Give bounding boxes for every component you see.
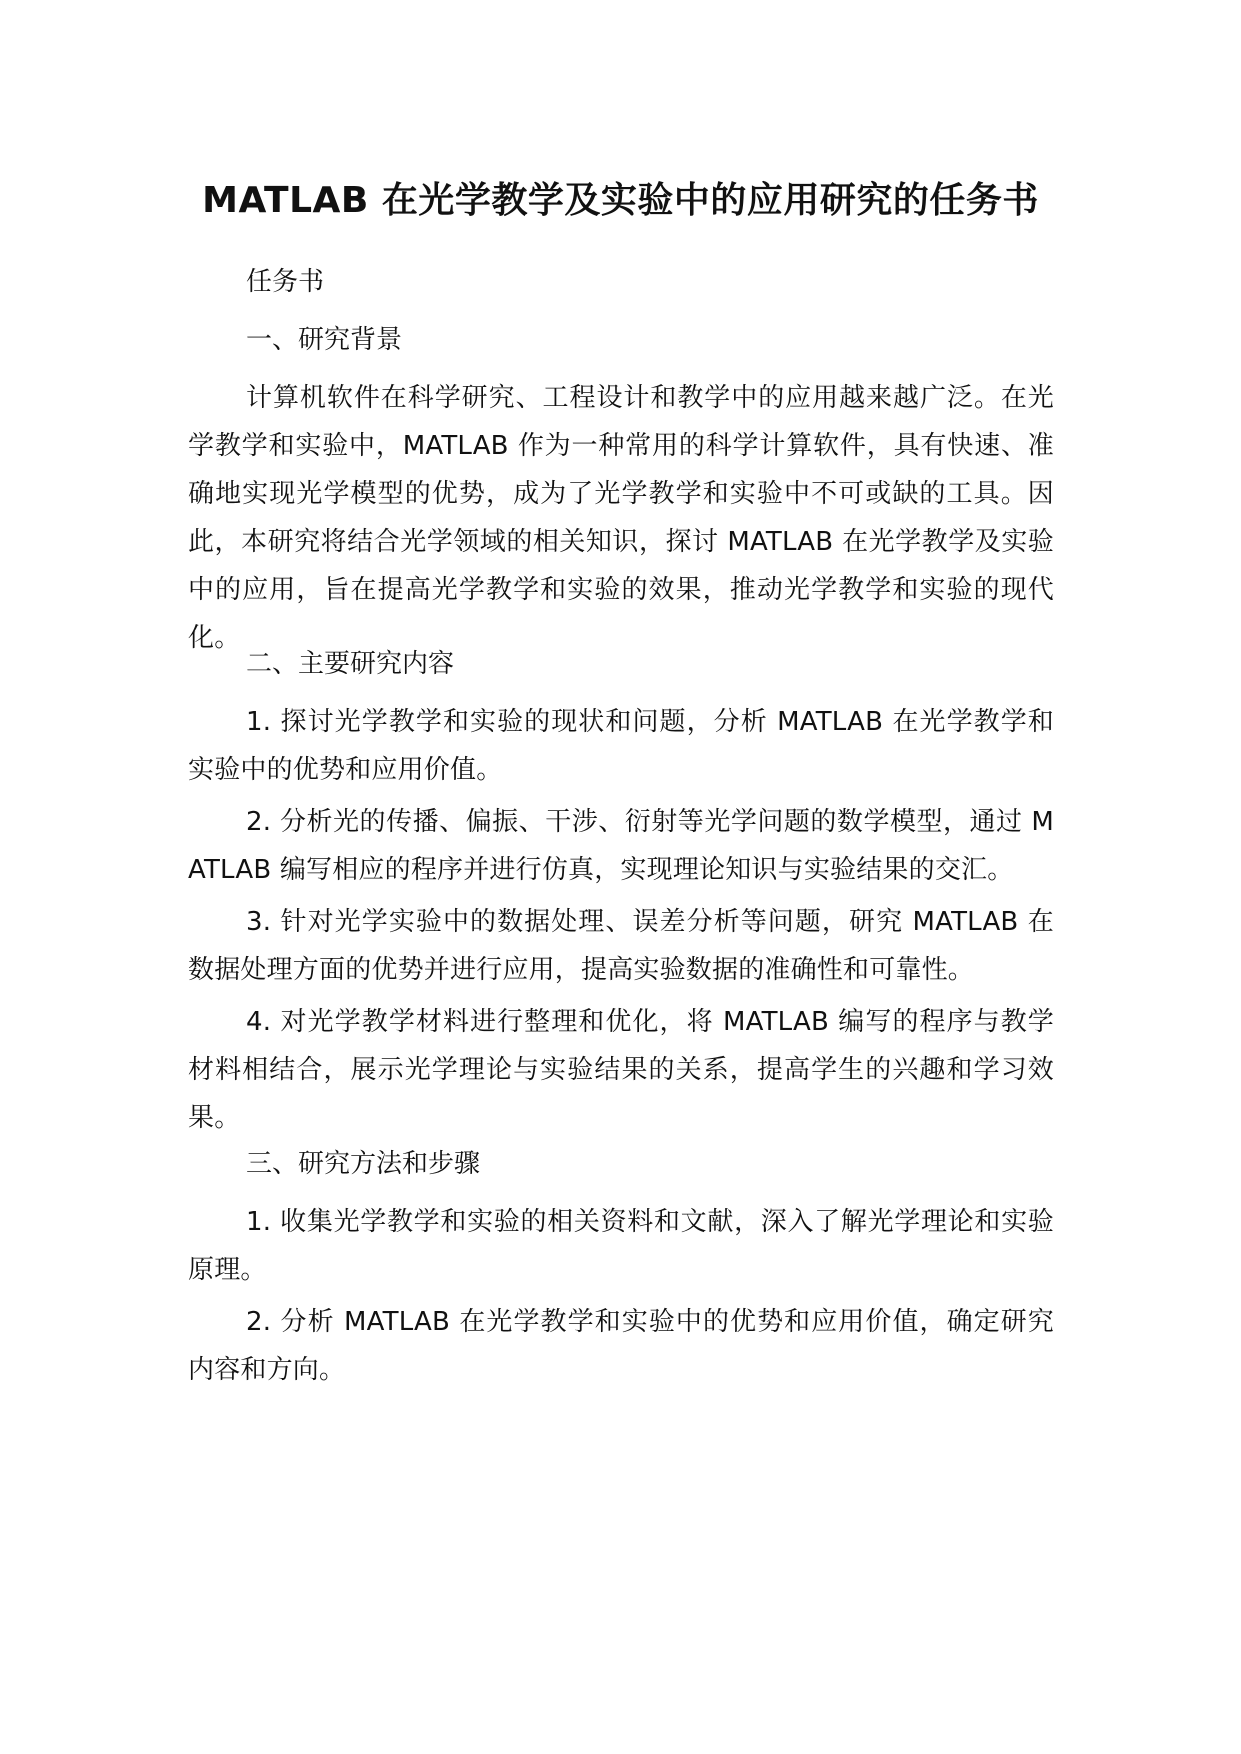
section-heading-methods: 三、研究方法和步骤 (246, 1149, 481, 1179)
background-paragraph: 计算机软件在科学研究、工程设计和教学中的应用越来越广泛。在光学教学和实验中，MATLAB 作为一种常用的科学计算软件，具有快速、准确地实现光学模型的优势，成为了光学教学和实验中不可或缺的工具。因此，本研究将结合光学领域的相关知识，探讨 MATLAB 在光学教学及实验中的应用，旨在提高光学教学和实验的效果，推动光学教学和实验的现代化。 (188, 383, 1054, 653)
document-label: 任务书 (246, 267, 325, 297)
section-heading-background: 一、研究背景 (246, 325, 403, 355)
methods-item-1: 1. 收集光学教学和实验的相关资料和文献，深入了解光学理论和实验原理。 (188, 1207, 1054, 1285)
content-item-2: 2. 分析光的传播、偏振、干涉、衍射等光学问题的数学模型，通过 MATLAB 编写相应的程序并进行仿真，实现理论知识与实验结果的交汇。 (188, 807, 1054, 885)
section-heading-content: 二、主要研究内容 (246, 649, 455, 679)
methods-item-2: 2. 分析 MATLAB 在光学教学和实验中的优势和应用价值，确定研究内容和方向。 (188, 1307, 1054, 1385)
content-item-1: 1. 探讨光学教学和实验的现状和问题，分析 MATLAB 在光学教学和实验中的优势和应用价值。 (188, 707, 1054, 785)
document-title: MATLAB 在光学教学及实验中的应用研究的任务书 (202, 180, 1039, 221)
content-item-3: 3. 针对光学实验中的数据处理、误差分析等问题，研究 MATLAB 在数据处理方面的优势并进行应用，提高实验数据的准确性和可靠性。 (188, 907, 1054, 985)
content-item-4: 4. 对光学教学材料进行整理和优化，将 MATLAB 编写的程序与教学材料相结合，展示光学理论与实验结果的关系，提高学生的兴趣和学习效果。 (188, 1007, 1054, 1133)
